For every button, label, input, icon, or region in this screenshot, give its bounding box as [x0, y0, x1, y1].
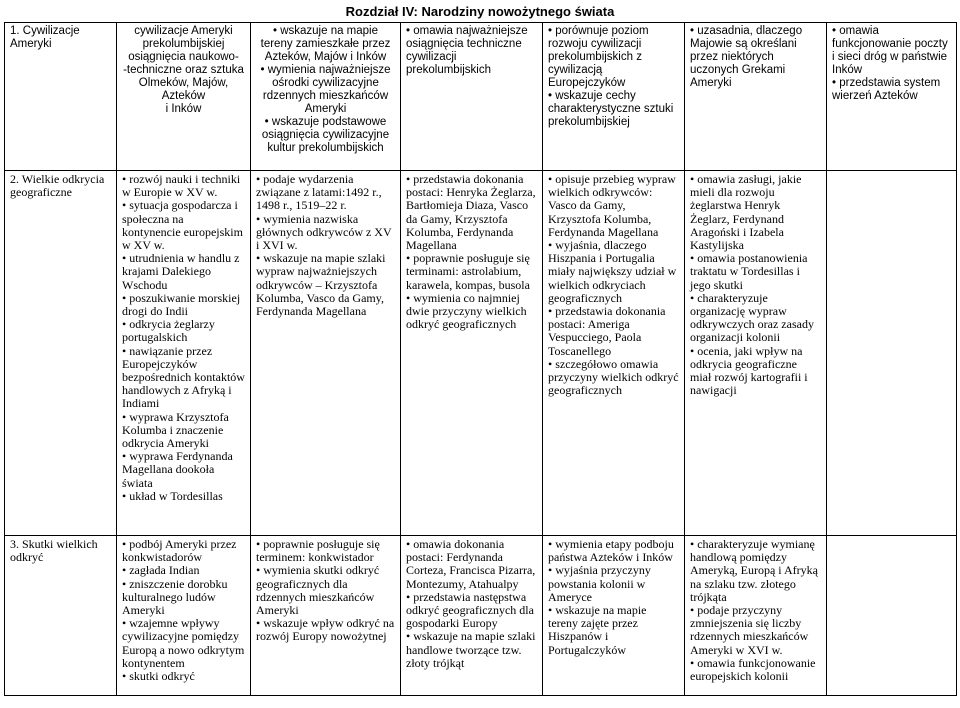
requirement-item: • omawia postanowienia traktatu w Tordesillas i jego skutki: [690, 252, 821, 292]
content-item: • wzajemne wpływy cywilizacyjne pomiędzy Europą a nowo odkrytym kontynentem: [122, 617, 245, 670]
requirement-cell: [685, 171, 827, 536]
requirement-item: • poprawnie posługuje się terminami: astrolabium, karawela, kompas, busola: [406, 252, 537, 292]
requirement-item: • omawia funkcjonowanie europejskich kolonii: [690, 657, 821, 683]
requirement-cell: [251, 536, 401, 696]
requirement-item: • wskazuje na mapie szlaki wypraw najważniejszych odkrywców – Krzysztofa Kolumba, Vasco da Gamy, Ferdynanda Magellana: [256, 252, 395, 318]
content-item: • układ w Tordesillas: [122, 490, 245, 503]
topic-cell: 2. Wielkie odkrycia geograficzne: [5, 171, 117, 536]
requirement-cell: [251, 171, 401, 536]
requirement-cell: [401, 23, 543, 171]
content-cell: [117, 536, 251, 696]
content-line: -techniczne oraz sztuka Olmeków, Majów, Azteków: [123, 64, 244, 102]
content-item: • podbój Ameryki przez konkwistadorów: [122, 538, 245, 564]
content-line: osiągnięcia naukowo-: [128, 51, 239, 63]
content-item: • odkrycia żeglarzy portugalskich: [122, 318, 245, 344]
requirement-item: • omawia dokonania postaci: Ferdynanda Corteza, Francisca Pizarra, Montezumy, Atahualpy: [406, 538, 537, 591]
requirement-item: • porównuje poziom rozwoju cywilizacji prekolumbijskich z cywilizacją Europejczyków: [548, 25, 679, 90]
page-title: Rozdział IV: Narodziny nowożytnego świata: [345, 4, 615, 19]
content-line: cywilizacje Ameryki prekolumbijskiej: [134, 25, 233, 50]
requirement-cell: [543, 23, 685, 171]
table-row: [5, 23, 957, 171]
requirement-item: • omawia funkcjonowanie poczty i sieci dróg w państwie Inków: [832, 25, 951, 77]
requirement-cell: [827, 536, 957, 696]
requirement-cell: [543, 536, 685, 696]
requirement-item: • podaje wydarzenia związane z latami:1492 r., 1498 r., 1519–22 r.: [256, 173, 395, 213]
requirement-item: • uzasadnia, dlaczego Majowie są określani przez niektórych uczonych Grekami Ameryki: [690, 25, 821, 90]
content-item: • skutki odkryć: [122, 670, 245, 683]
requirement-item: • wyjaśnia, dlaczego Hiszpania i Portugalia miały największy udział w wielkich odkryciach geograficznych: [548, 239, 679, 305]
requirement-item: • wskazuje na mapie szlaki handlowe tworzące tzw. złoty trójkąt: [406, 630, 537, 670]
requirement-item: • charakteryzuje wymianę handlową pomiędzy Ameryką, Europą i Afryką na szlaku tzw. złotego trójkąta: [690, 538, 821, 604]
requirement-item: • wymienia etapy podboju państwa Azteków i Inków: [548, 538, 679, 564]
content-item: • wyprawa Ferdynanda Magellana dookoła świata: [122, 450, 245, 490]
requirement-cell: [401, 171, 543, 536]
requirement-item: • szczegółowo omawia przyczyny wielkich odkryć geograficznych: [548, 358, 679, 398]
requirement-item: • wskazuje wpływ odkryć na rozwój Europy nowożytnej: [256, 617, 395, 643]
requirement-item: • wymienia najważniejsze ośrodki cywilizacyjne rdzennych mieszkańców Ameryki: [256, 64, 395, 116]
content-item: • wyprawa Krzysztofa Kolumba i znaczenie odkrycia Ameryki: [122, 411, 245, 451]
requirement-cell: [827, 171, 957, 536]
requirement-item: • przedstawia następstwa odkryć geograficznych dla gospodarki Europy: [406, 591, 537, 631]
content-item: • utrudnienia w handlu z krajami Dalekiego Wschodu: [122, 252, 245, 292]
requirement-cell: [685, 536, 827, 696]
topic-cell: 3. Skutki wielkich odkryć: [5, 536, 117, 696]
requirement-cell: [543, 171, 685, 536]
topic-cell: 1. Cywilizacje Ameryki: [5, 23, 117, 171]
requirement-item: • podaje przyczyny zmniejszenia się liczby rdzennych mieszkańców Ameryki w XVI w.: [690, 604, 821, 657]
requirement-item: • omawia zasługi, jakie mieli dla rozwoju żeglarstwa Henryk Żeglarz, Ferdynand Aragoński i Izabela Kastylijska: [690, 173, 821, 252]
requirement-cell: [827, 23, 957, 171]
requirement-item: • przedstawia system wierzeń Azteków: [832, 77, 951, 103]
content-cell: [117, 171, 251, 536]
content-item: • nawiązanie przez Europejczyków bezpośrednich kontaktów handlowych z Afryką i Indiami: [122, 345, 245, 411]
requirement-item: • opisuje przebieg wypraw wielkich odkrywców: Vasco da Gamy, Krzysztofa Kolumba, Ferdynanda Magellana: [548, 173, 679, 239]
requirement-item: • wymienia nazwiska głównych odkrywców z XV i XVI w.: [256, 213, 395, 253]
content-item: • sytuacja gospodarcza i społeczna na kontynencie europejskim w XV w.: [122, 199, 245, 252]
requirement-item: • przedstawia dokonania postaci: Henryka Żeglarza, Bartłomieja Diaza, Vasco da Gamy, Krzysztofa Kolumba, Ferdynanda Magellana: [406, 173, 537, 252]
requirement-item: • wskazuje cechy charakterystyczne sztuki prekolumbijskiej: [548, 90, 679, 129]
content-item: • rozwój nauki i techniki w Europie w XV w.: [122, 173, 245, 199]
requirement-item: • wyjaśnia przyczyny powstania kolonii w Ameryce: [548, 564, 679, 604]
content-line: i Inków: [165, 103, 202, 115]
requirement-cell: [401, 536, 543, 696]
requirement-item: • wskazuje na mapie tereny zajęte przez Hiszpanów i Portugalczyków: [548, 604, 679, 657]
content-item: • zniszczenie dorobku kulturalnego ludów Ameryki: [122, 578, 245, 618]
requirement-item: • wskazuje na mapie tereny zamieszkałe przez Azteków, Majów i Inków: [256, 25, 395, 64]
requirement-item: • charakteryzuje organizację wypraw odkrywczych oraz zasady organizacji kolonii: [690, 292, 821, 345]
curriculum-table: [4, 22, 957, 696]
requirement-cell: [251, 23, 401, 171]
requirement-item: • wymienia co najmniej dwie przyczyny wielkich odkryć geograficznych: [406, 292, 537, 332]
requirement-item: • ocenia, jaki wpływ na odkrycia geograficzne miał rozwój kartografii i nawigacji: [690, 345, 821, 398]
content-item: • poszukiwanie morskiej drogi do Indii: [122, 292, 245, 318]
table-row: [5, 536, 957, 696]
content-cell: [117, 23, 251, 171]
requirement-item: • omawia najważniejsze osiągnięcia techniczne cywilizacji prekolumbijskich: [406, 25, 537, 77]
table-row: [5, 171, 957, 536]
requirement-cell: [685, 23, 827, 171]
requirement-item: • przedstawia dokonania postaci: Ameriga Vespucciego, Paola Toscanellego: [548, 305, 679, 358]
requirement-item: • wymienia skutki odkryć geograficznych dla rdzennych mieszkańców Ameryki: [256, 564, 395, 617]
content-item: • zagłada Indian: [122, 564, 245, 577]
requirement-item: • wskazuje podstawowe osiągnięcia cywilizacyjne kultur prekolumbijskich: [256, 116, 395, 155]
requirement-item: • poprawnie posługuje się terminem: konkwistador: [256, 538, 395, 564]
